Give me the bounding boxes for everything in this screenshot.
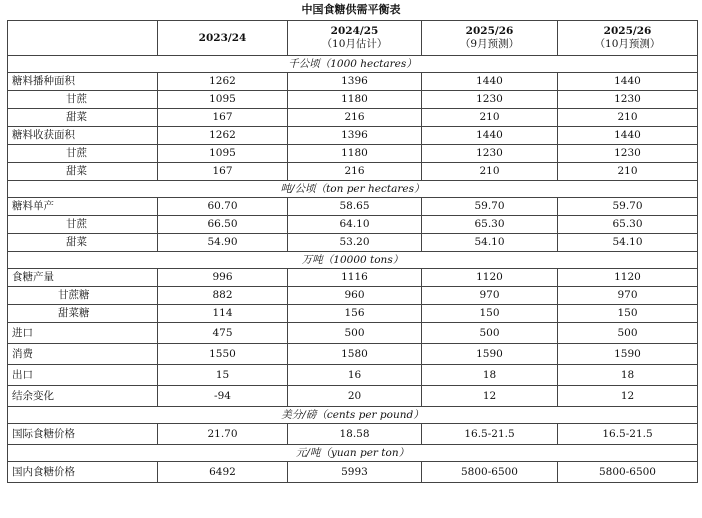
unit-row [8, 445, 698, 462]
table-cell: 114 [158, 305, 288, 323]
header-2024-25 [288, 21, 422, 56]
table-cell: 1120 [558, 269, 698, 287]
table-row [8, 269, 698, 287]
unit-label: 吨/公顷（ton per hectares） [8, 181, 698, 198]
table-cell: 1580 [288, 344, 422, 365]
table-cell: 16.5-21.5 [558, 424, 698, 445]
table-cell: 1262 [158, 127, 288, 145]
table-row [8, 287, 698, 305]
header-note: （10月估计） [321, 38, 388, 50]
table-cell: 16.5-21.5 [422, 424, 558, 445]
table-cell: 21.70 [158, 424, 288, 445]
table-cell: 65.30 [422, 216, 558, 234]
table-cell: 1396 [288, 127, 422, 145]
table-row [8, 305, 698, 323]
row-label: 糖料播种面积 [8, 73, 158, 91]
table-row [8, 424, 698, 445]
header-year: 2024/25 [330, 25, 379, 37]
table-cell: 500 [288, 323, 422, 344]
table-cell: 475 [158, 323, 288, 344]
unit-label: 美分/磅（cents per pound） [8, 407, 698, 424]
table-cell: 20 [288, 386, 422, 407]
table-cell: 59.70 [422, 198, 558, 216]
header-2025-26-sep [422, 21, 558, 56]
unit-label: 万吨（10000 tons） [8, 252, 698, 269]
table-cell: 1116 [288, 269, 422, 287]
table-cell: 1230 [558, 91, 698, 109]
table-cell: 1440 [422, 127, 558, 145]
table-cell: 54.10 [558, 234, 698, 252]
table-cell: 5800-6500 [558, 462, 698, 483]
table-cell: 1180 [288, 145, 422, 163]
table-cell: 216 [288, 163, 422, 181]
table-cell: 1440 [422, 73, 558, 91]
row-label: 甘蔗 [8, 145, 158, 163]
table-cell: 882 [158, 287, 288, 305]
table-cell: 210 [422, 163, 558, 181]
table-row [8, 323, 698, 344]
table-row [8, 163, 698, 181]
table-row [8, 234, 698, 252]
table-row [8, 73, 698, 91]
row-label: 甘蔗 [8, 91, 158, 109]
table-cell: 210 [558, 163, 698, 181]
unit-row [8, 252, 698, 269]
table-cell: 150 [422, 305, 558, 323]
table-cell: 18 [558, 365, 698, 386]
table-cell: 65.30 [558, 216, 698, 234]
table-row [8, 198, 698, 216]
row-label: 食糖产量 [8, 269, 158, 287]
header-row [8, 21, 698, 56]
table-row [8, 145, 698, 163]
table-cell: 1095 [158, 145, 288, 163]
sugar-balance-table [7, 20, 698, 483]
row-label: 国际食糖价格 [8, 424, 158, 445]
row-label: 国内食糖价格 [8, 462, 158, 483]
table-cell: 12 [558, 386, 698, 407]
table-cell: 18.58 [288, 424, 422, 445]
table-cell: 1262 [158, 73, 288, 91]
table-cell: 64.10 [288, 216, 422, 234]
unit-label: 千公顷（1000 hectares） [8, 56, 698, 73]
table-row [8, 365, 698, 386]
table-cell: 1230 [558, 145, 698, 163]
row-label: 糖料单产 [8, 198, 158, 216]
header-2025-26-oct [558, 21, 698, 56]
header-2023-24 [158, 21, 288, 56]
row-label: 糖料收获面积 [8, 127, 158, 145]
table-cell: 500 [422, 323, 558, 344]
table-cell: 58.65 [288, 198, 422, 216]
table-row [8, 109, 698, 127]
table-cell: 1440 [558, 127, 698, 145]
table-cell: 210 [558, 109, 698, 127]
table-cell: 150 [558, 305, 698, 323]
table-cell: 210 [422, 109, 558, 127]
row-label: 甘蔗 [8, 216, 158, 234]
table-cell: 1230 [422, 91, 558, 109]
table-cell: 6492 [158, 462, 288, 483]
table-cell: 12 [422, 386, 558, 407]
table-row [8, 462, 698, 483]
table-cell: 1550 [158, 344, 288, 365]
table-cell: 500 [558, 323, 698, 344]
table-cell: 970 [422, 287, 558, 305]
row-label: 消费 [8, 344, 158, 365]
table-cell: -94 [158, 386, 288, 407]
table-cell: 5800-6500 [422, 462, 558, 483]
table-row [8, 344, 698, 365]
table-row [8, 127, 698, 145]
table-body [8, 21, 698, 483]
header-corner [8, 21, 158, 56]
table-row [8, 386, 698, 407]
row-label: 出口 [8, 365, 158, 386]
row-label: 甜菜糖 [8, 305, 158, 323]
table-cell: 167 [158, 163, 288, 181]
table-cell: 960 [288, 287, 422, 305]
table-row [8, 216, 698, 234]
table-cell: 15 [158, 365, 288, 386]
unit-label: 元/吨（yuan per ton） [8, 445, 698, 462]
table-cell: 1396 [288, 73, 422, 91]
table-cell: 156 [288, 305, 422, 323]
row-label: 结余变化 [8, 386, 158, 407]
table-row [8, 91, 698, 109]
table-cell: 1440 [558, 73, 698, 91]
table-cell: 54.90 [158, 234, 288, 252]
unit-row [8, 181, 698, 198]
table-cell: 1180 [288, 91, 422, 109]
row-label: 甜菜 [8, 234, 158, 252]
table-cell: 216 [288, 109, 422, 127]
table-cell: 16 [288, 365, 422, 386]
header-year: 2023/24 [198, 31, 247, 44]
table-cell: 60.70 [158, 198, 288, 216]
table-cell: 1120 [422, 269, 558, 287]
table-cell: 1590 [422, 344, 558, 365]
header-note: （9月预测） [459, 38, 520, 50]
table-cell: 970 [558, 287, 698, 305]
table-cell: 5993 [288, 462, 422, 483]
table-cell: 996 [158, 269, 288, 287]
unit-row [8, 407, 698, 424]
row-label: 甜菜 [8, 163, 158, 181]
table-cell: 59.70 [558, 198, 698, 216]
row-label: 甜菜 [8, 109, 158, 127]
table-cell: 1230 [422, 145, 558, 163]
table-cell: 1590 [558, 344, 698, 365]
table-cell: 167 [158, 109, 288, 127]
header-note: （10月预测） [594, 38, 661, 50]
row-label: 甘蔗糖 [8, 287, 158, 305]
table-cell: 53.20 [288, 234, 422, 252]
header-year: 2025/26 [603, 25, 652, 37]
table-cell: 54.10 [422, 234, 558, 252]
table-cell: 1095 [158, 91, 288, 109]
header-year: 2025/26 [465, 25, 514, 37]
table-cell: 66.50 [158, 216, 288, 234]
table-title: 中国食糖供需平衡表 [301, 3, 401, 16]
row-label: 进口 [8, 323, 158, 344]
unit-row [8, 56, 698, 73]
table-cell: 18 [422, 365, 558, 386]
